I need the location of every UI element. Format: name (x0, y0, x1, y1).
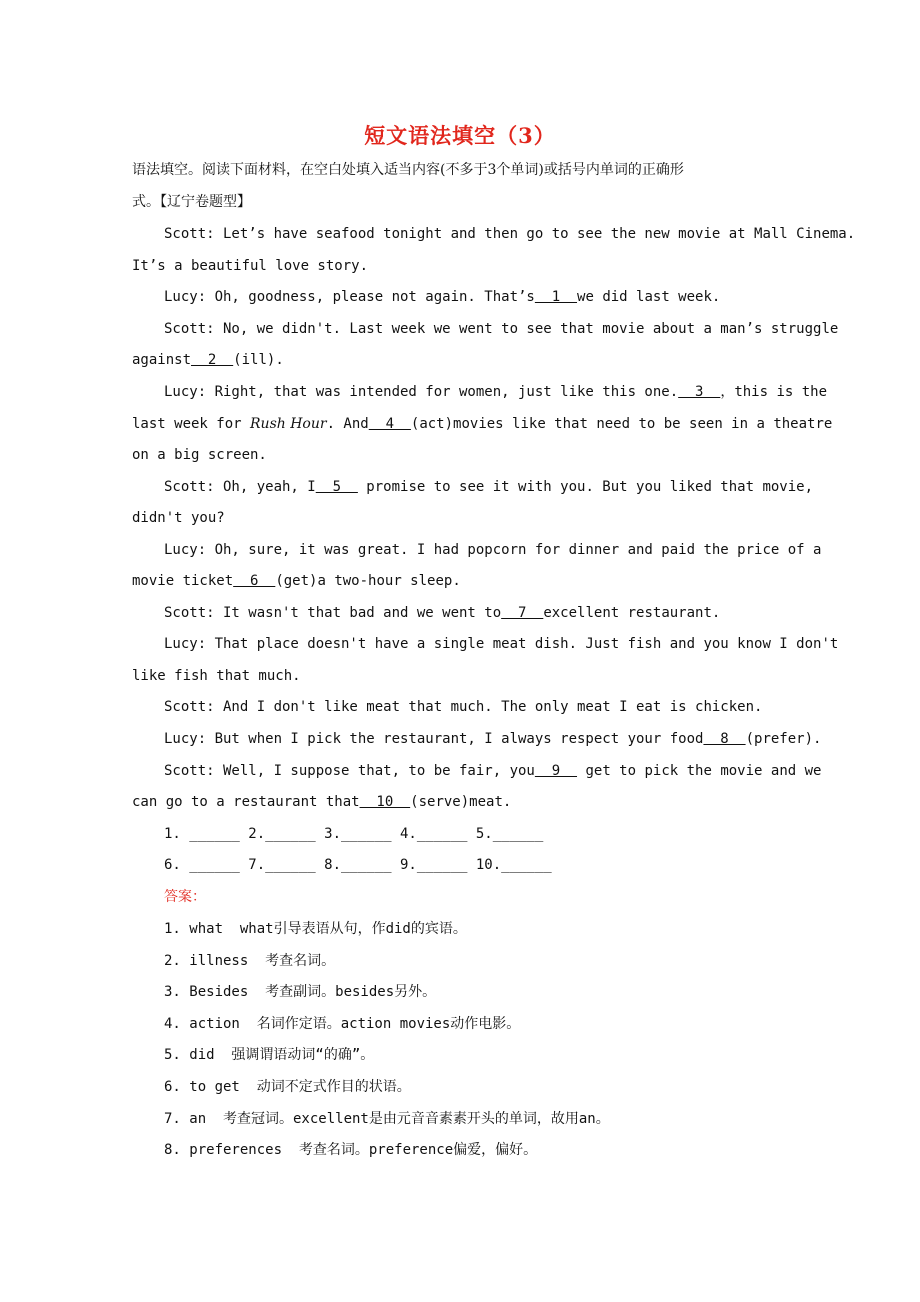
dialogue-line: Scott: And I don't like meat that much. The only meat I eat is chicken. (164, 699, 763, 715)
answer-item: 8. preferences 考查名词。preference偏爱，偏好。 (164, 1142, 538, 1158)
instruction-line-1: 语法填空。阅读下面材料，在空白处填入适当内容(不多于3个单词)或括号内单词的正确形 (132, 162, 684, 178)
answer-item: 3. Besides 考查副词。besides另外。 (164, 984, 437, 1000)
blank-7: 7 (501, 605, 544, 621)
blank-9: 9 (534, 763, 578, 779)
dialogue-line: Lucy: But when I pick the restaurant, I always respect your food 8 (prefer). (164, 731, 822, 747)
dialogue-line: Scott: Oh, yeah, I 5 promise to see it with you. But you liked that movie, (164, 479, 814, 495)
dialogue-line: It’s a beautiful love story. (132, 258, 369, 274)
dialogue-line: Scott: Let’s have seafood tonight and then go to see the new movie at Mall Cinema. (164, 226, 856, 242)
dialogue-line: on a big screen. (132, 447, 267, 463)
blank-3: 3 (678, 384, 721, 400)
answer-blanks-row-2: 6. ______ 7.______ 8.______ 9.______ 10.______ (164, 857, 552, 873)
dialogue-line: movie ticket 6 (get)a two-hour sleep. (132, 573, 461, 589)
blank-6: 6 (233, 573, 276, 589)
answer-item: 5. did 强调谓语动词“的确”。 (164, 1047, 375, 1063)
dialogue-line: like fish that much. (132, 668, 301, 684)
dialogue-line: can go to a restaurant that 10 (serve)meat. (132, 794, 512, 810)
answer-item: 1. what what引导表语从句，作did的宾语。 (164, 921, 467, 937)
dialogue-line: Scott: Well, I suppose that, to be fair, you 9 get to pick the movie and we (164, 763, 822, 779)
dialogue-line: didn't you? (132, 510, 225, 526)
blank-8: 8 (703, 731, 746, 747)
blank-5: 5 (315, 479, 358, 495)
movie-title: Rush Hour (250, 416, 327, 432)
blank-2: 2 (191, 352, 234, 368)
dialogue-line: Scott: It wasn't that bad and we went to 7 excellent restaurant. (164, 605, 721, 621)
answer-label: 答案： (164, 889, 206, 905)
answer-blanks-row-1: 1. ______ 2.______ 3.______ 4.______ 5.______ (164, 826, 544, 842)
dialogue-line: against 2 (ill). (132, 352, 284, 368)
dialogue-line: Scott: No, we didn't. Last week we went to see that movie about a man’s struggle (164, 321, 839, 337)
answer-item: 7. an 考查冠词。excellent是由元音音素素开头的单词，故用an。 (164, 1111, 610, 1127)
dialogue-line: Lucy: Right, that was intended for women, just like this one. 3 ， this is the (164, 384, 828, 400)
page-title: 短文语法填空（3） (364, 123, 556, 148)
dialogue-line: Lucy: Oh, sure, it was great. I had popcorn for dinner and paid the price of a (164, 542, 822, 558)
answer-item: 6. to get 动词不定式作目的状语。 (164, 1079, 411, 1095)
answer-item: 4. action 名词作定语。action movies动作电影。 (164, 1016, 521, 1032)
blank-4: 4 (368, 416, 411, 432)
answer-item: 2. illness 考查名词。 (164, 953, 336, 969)
dialogue-line: Lucy: Oh, goodness, please not again. That’s 1 we did last week. (164, 289, 721, 305)
dialogue-line: last week for Rush Hour. And 4 (act)movies like that need to be seen in a theatre (132, 416, 833, 432)
blank-1: 1 (534, 289, 578, 305)
instruction-line-2: 式。【辽宁卷题型】 (132, 194, 251, 210)
blank-10: 10 (359, 794, 411, 810)
dialogue-line: Lucy: That place doesn't have a single meat dish. Just fish and you know I don't (164, 636, 839, 652)
